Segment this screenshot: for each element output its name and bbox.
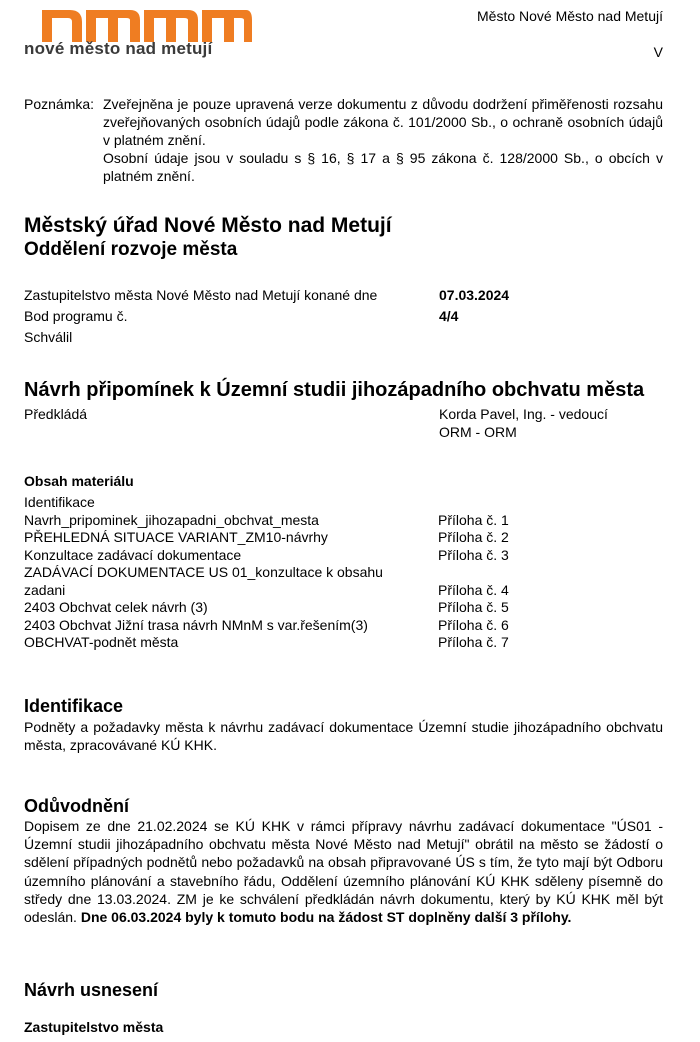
note-label: Poznámka: [24, 96, 95, 112]
contents-item-name[interactable]: Navrh_pripominek_jihozapadni_obchvat_mesta [24, 511, 319, 528]
list-item[interactable] [24, 546, 524, 564]
contents-item-attachment: Příloha č. 7 [438, 634, 509, 650]
presenter-label: Předkládá [24, 406, 88, 422]
list-item[interactable] [24, 633, 524, 651]
contents-item-attachment: Příloha č. 5 [438, 599, 509, 615]
document-flag: V [653, 44, 663, 60]
contents-item-name[interactable]: Konzultace zadávací dokumentace [24, 546, 242, 563]
identification-title: Identifikace [24, 696, 124, 716]
council-label: Zastupitelstvo města Nové Město nad Metují konané dne [24, 287, 378, 303]
reasoning-text [24, 817, 663, 926]
logo-text: nové město nad metují [24, 39, 213, 58]
meta-labels [24, 286, 377, 349]
contents-list [24, 493, 524, 651]
contents-item-name[interactable]: ZADÁVACÍ DOKUMENTACE US 01_konzultace k obsahu [24, 564, 383, 580]
municipality-name: Město Nové Město nad Metují [477, 8, 663, 24]
logo [24, 6, 234, 62]
logo-mark [42, 6, 252, 42]
contents-item-attachment: Příloha č. 6 [438, 616, 509, 633]
office-title: Městský úřad Nové Město nad Metují [24, 214, 392, 237]
list-item[interactable] [24, 616, 524, 634]
proposal-title: Návrh připomínek k Územní studii jihozápadního obchvatu města [24, 379, 645, 401]
reasoning-body: Dopisem ze dne 21.02.2024 se KÚ KHK v rámci přípravy návrhu zadávací dokumentace "ÚS01 - Územní studii jihozápadního obchvatu města Nové Město nad Metují" obrátil na město se žádostí o sdělení případných podnětů nebo požadavků na obsah připravované ÚS s tím, že tyto mají být Odboru územního plánování a stavebního řádu, Oddělení územního plánování KÚ KHK sděleny písemně do středy dne 13.03.2024. ZM je ke schválení předkládán návrh dokumentu, který by KÚ KHK měl být odeslán. [24, 818, 663, 926]
department-title: Oddělení rozvoje města [24, 239, 238, 260]
list-item[interactable] [24, 511, 524, 529]
contents-item-attachment: Příloha č. 1 [438, 511, 509, 528]
list-item[interactable] [24, 493, 524, 511]
contents-title: Obsah materiálu [24, 473, 134, 489]
contents-item-name[interactable]: 2403 Obchvat celek návrh (3) [24, 599, 208, 615]
contents-item-name[interactable]: 2403 Obchvat Jižní trasa návrh NMnM s var.řešením(3) [24, 616, 368, 633]
contents-item-attachment: Příloha č. 3 [438, 546, 509, 563]
resolution-subtitle: Zastupitelstvo města [24, 1019, 164, 1035]
note-paragraph-1: Zveřejněna je pouze upravená verze dokumentu z důvodu dodržení přiměřenosti rozsahu zveřejňovaných osobních údajů podle zákona č. 101/2000 Sb., o ochraně osobních údajů v platném znění. [103, 96, 663, 148]
list-item[interactable] [24, 528, 524, 546]
reasoning-title: Odůvodnění [24, 796, 129, 816]
council-date: 07.03.2024 [439, 287, 510, 303]
header-right [477, 7, 663, 61]
contents-item-name[interactable]: Identifikace [24, 494, 95, 510]
contents-item-name-line-2[interactable]: zadani [24, 581, 66, 598]
contents-item-attachment: Příloha č. 2 [438, 529, 509, 545]
meta-values [439, 286, 509, 328]
item-label: Bod programu č. [24, 308, 128, 324]
resolution-title: Návrh usnesení [24, 980, 159, 1000]
note-body [103, 95, 663, 185]
note-paragraph-2: Osobní údaje jsou v souladu s § 16, § 17 a § 95 zákona č. 128/2000 Sb., o obcích v platném znění. [103, 150, 663, 184]
list-item[interactable] [24, 598, 524, 616]
contents-item-name[interactable]: OBCHVAT-podnět města [24, 634, 179, 650]
contents-item-name[interactable]: PŘEHLEDNÁ SITUACE VARIANT_ZM10-návrhy [24, 529, 328, 545]
identification-text: Podněty a požadavky města k návrhu zadávací dokumentace Územní studie jihozápadního obchvatu města, zpracovávané KÚ KHK. [24, 719, 663, 753]
presenter-value [439, 405, 608, 441]
item-value: 4/4 [439, 308, 459, 324]
presenter-line-2: ORM - ORM [439, 424, 517, 440]
list-item[interactable] [24, 563, 524, 598]
reasoning-bold-note: Dne 06.03.2024 byly k tomuto bodu na žádost ST doplněny další 3 přílohy. [80, 909, 572, 926]
approved-label: Schválil [24, 329, 73, 345]
contents-item-attachment: Příloha č. 4 [438, 581, 509, 598]
presenter-line-1: Korda Pavel, Ing. - vedoucí [439, 406, 608, 422]
